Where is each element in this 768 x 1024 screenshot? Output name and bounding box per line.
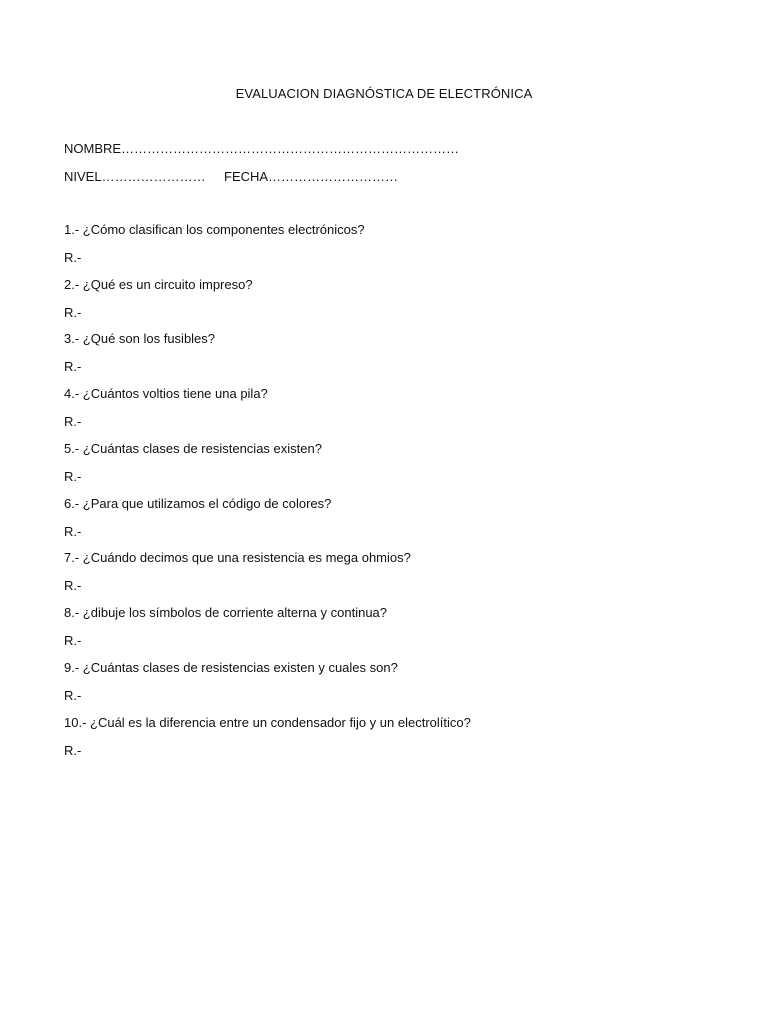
answer-9: R.-: [64, 688, 82, 703]
question-4: 4.- ¿Cuántos voltios tiene una pila?: [64, 386, 268, 401]
fecha-field: FECHA…………………………: [224, 169, 399, 184]
question-7: 7.- ¿Cuándo decimos que una resistencia es mega ohmios?: [64, 550, 411, 565]
document-title: EVALUACION DIAGNÓSTICA DE ELECTRÓNICA: [235, 86, 533, 101]
question-9: 9.- ¿Cuántas clases de resistencias existen y cuales son?: [64, 660, 398, 675]
answer-6: R.-: [64, 524, 82, 539]
nivel-field: NIVEL……………………: [64, 169, 206, 184]
answer-2: R.-: [64, 305, 82, 320]
answer-7: R.-: [64, 578, 82, 593]
question-2: 2.- ¿Qué es un circuito impreso?: [64, 277, 253, 292]
question-8: 8.- ¿dibuje los símbolos de corriente alterna y continua?: [64, 605, 388, 620]
answer-8: R.-: [64, 633, 82, 648]
question-1: 1.- ¿Cómo clasifican los componentes electrónicos?: [64, 222, 365, 237]
nombre-field: NOMBRE……………………………………………………………………: [64, 141, 460, 156]
question-3: 3.- ¿Qué son los fusibles?: [64, 331, 216, 346]
answer-4: R.-: [64, 414, 82, 429]
question-10: 10.- ¿Cuál es la diferencia entre un condensador fijo y un electrolítico?: [64, 715, 471, 730]
answer-3: R.-: [64, 359, 82, 374]
question-5: 5.- ¿Cuántas clases de resistencias existen?: [64, 441, 322, 456]
answer-1: R.-: [64, 250, 82, 265]
answer-5: R.-: [64, 469, 82, 484]
question-6: 6.- ¿Para que utilizamos el código de colores?: [64, 496, 332, 511]
answer-10: R.-: [64, 743, 82, 758]
